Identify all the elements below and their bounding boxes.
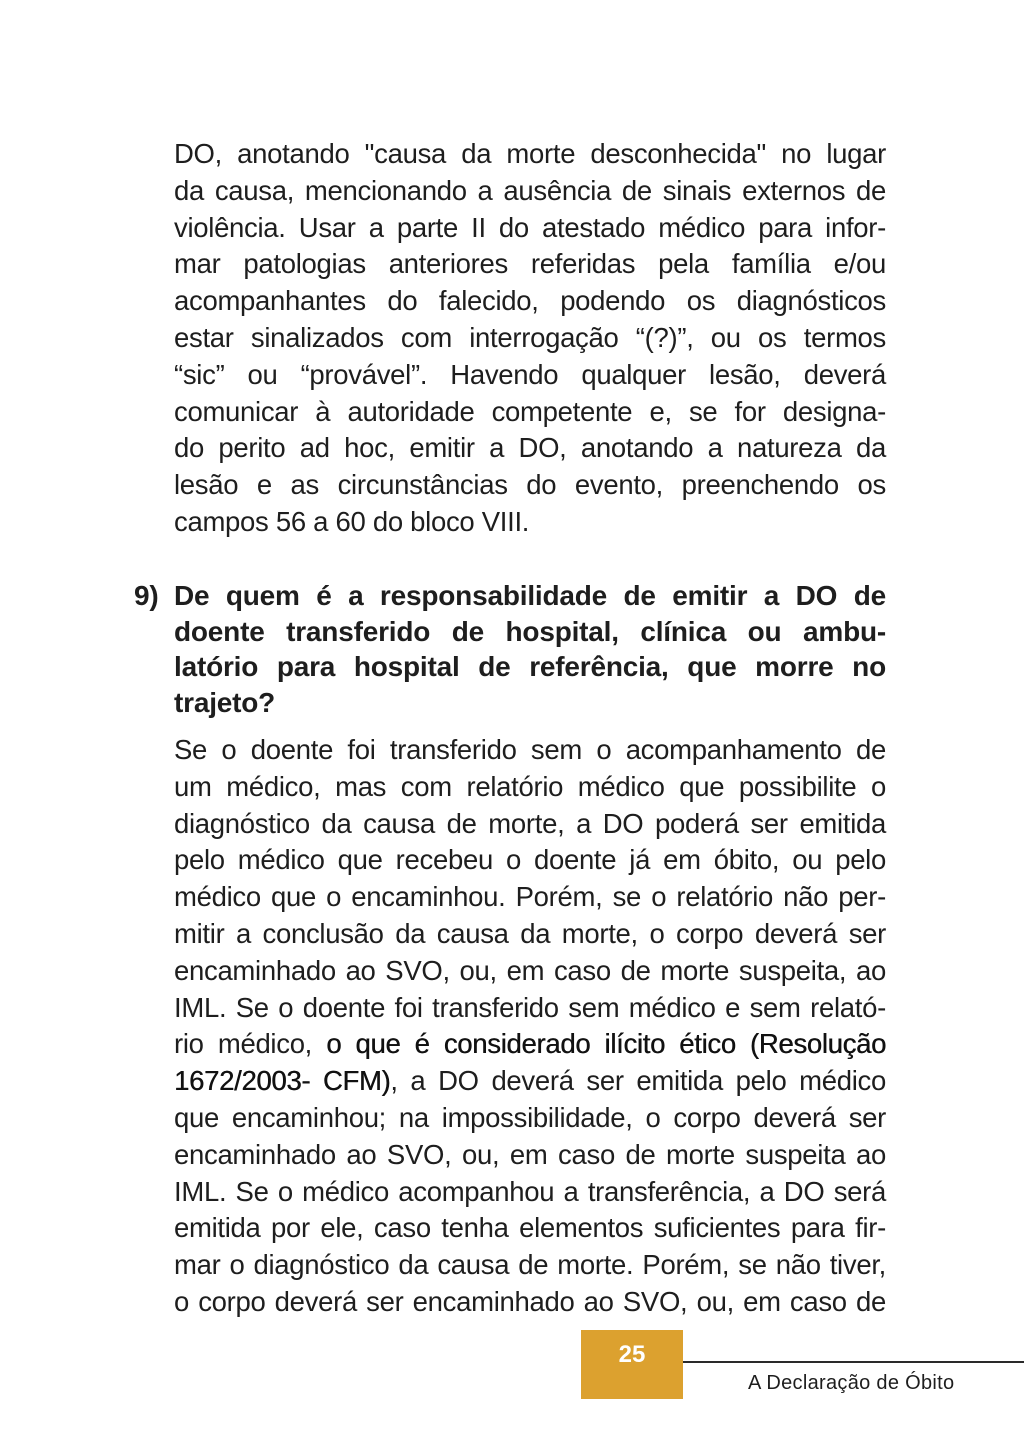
text-line: pelo médico que recebeu o doente já em óbito, ou pelo <box>174 844 886 876</box>
text-line: mar o diagnóstico da causa de morte. Porém, se não tiver, <box>174 1249 886 1281</box>
text-line: campos 56 a 60 do bloco VIII. <box>174 505 530 537</box>
page-number-badge <box>581 1330 683 1399</box>
text-line <box>174 1063 886 1100</box>
text-line: estar sinalizados com interrogação “(?)”, ou os termos <box>174 321 886 353</box>
question-line: latório para hospital de referência, que morre no <box>174 651 886 682</box>
text-line: médico que o encaminhou. Porém, se o relatório não per- <box>174 881 886 913</box>
text-line <box>174 1026 886 1063</box>
text-line: lesão e as circunstâncias do evento, preenchendo os <box>174 469 886 501</box>
text-line: mar patologias anteriores referidas pela família e/ou <box>174 248 886 280</box>
text-line: IML. Se o médico acompanhou a transferência, a DO será <box>174 1175 886 1207</box>
text-line: emitida por ele, caso tenha elementos suficientes para fir- <box>174 1212 886 1244</box>
page-number: 25 <box>618 1341 646 1368</box>
text-line: violência. Usar a parte II do atestado médico para infor- <box>174 211 886 243</box>
emphasized-text: 1672/2003- CFM) <box>174 1065 391 1097</box>
text-line: um médico, mas com relatório médico que possibilite o <box>174 770 886 802</box>
text-line: comunicar à autoridade competente e, se for designa- <box>174 395 886 427</box>
question-line: doente transferido de hospital, clínica ou ambu- <box>174 615 886 647</box>
question-number: 9) <box>134 580 159 611</box>
text-line: Se o doente foi transferido sem o acompanhamento de <box>174 734 886 765</box>
emphasized-text: o que é considerado ilícito ético (Resolução <box>326 1028 886 1060</box>
running-footer-title: A Declaração de Óbito <box>748 1372 955 1394</box>
text-line: mitir a conclusão da causa da morte, o corpo deverá ser <box>174 917 886 949</box>
text-line: DO, anotando "causa da morte desconhecida" no lugar <box>174 138 886 169</box>
text-fragment: rio médico, <box>174 1028 327 1060</box>
answer-paragraph <box>174 732 886 1321</box>
text-fragment: , a DO deverá ser emitida pelo médico <box>390 1065 886 1097</box>
text-line: encaminhado ao SVO, ou, em caso de morte suspeita ao <box>174 1138 886 1170</box>
question-line: trajeto? <box>174 686 276 718</box>
text-line: “sic” ou “provável”. Havendo qualquer lesão, deverá <box>174 358 886 390</box>
text-line: da causa, mencionando a ausência de sinais externos de <box>174 174 886 206</box>
text-line: diagnóstico da causa de morte, a DO poderá ser emitida <box>174 807 886 839</box>
text-line: do perito ad hoc, emitir a DO, anotando a natureza da <box>174 432 886 464</box>
text-line: encaminhado ao SVO, ou, em caso de morte suspeita, ao <box>174 954 886 986</box>
text-line: acompanhantes do falecido, podendo os diagnósticos <box>174 285 886 317</box>
intro-paragraph <box>174 136 886 541</box>
text-line: o corpo deverá ser encaminhado ao SVO, ou, em caso de <box>174 1285 886 1317</box>
footer-divider <box>683 1361 1024 1363</box>
text-line: que encaminhou; na impossibilidade, o corpo deverá ser <box>174 1101 886 1133</box>
question-line: De quem é a responsabilidade de emitir a DO de <box>174 580 886 611</box>
text-line: IML. Se o doente foi transferido sem médico e sem relató- <box>174 991 886 1023</box>
question-text <box>174 578 886 720</box>
